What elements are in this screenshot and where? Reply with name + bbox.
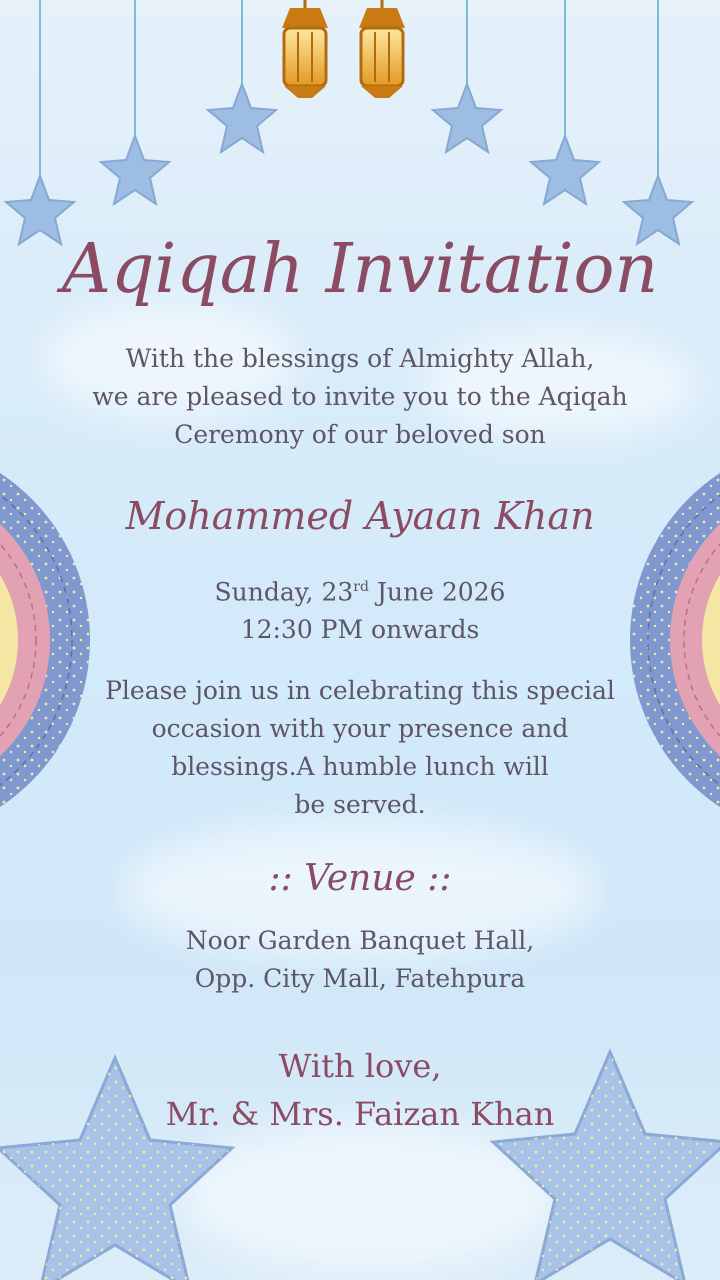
- date-day: Sunday, 23: [214, 577, 354, 607]
- event-time: 12:30 PM onwards: [240, 615, 480, 645]
- lantern-icon: [282, 0, 328, 98]
- intro-line: With the blessings of Almighty Allah,: [125, 344, 595, 373]
- date-month-year: June 2026: [368, 577, 506, 607]
- lantern-icon: [359, 0, 405, 98]
- venue-line: Opp. City Mall, Fatehpura: [194, 964, 526, 993]
- host-names: Mr. & Mrs. Faizan Khan: [165, 1095, 555, 1133]
- child-name: Mohammed Ayaan Khan: [125, 494, 595, 538]
- message-line: blessings.A humble lunch will: [171, 752, 549, 781]
- closing: [0, 1042, 720, 1138]
- venue-address: [0, 922, 720, 998]
- star-icon: [6, 84, 692, 244]
- venue-heading: :: Venue ::: [268, 858, 452, 899]
- intro-line: Ceremony of our beloved son: [174, 420, 546, 449]
- intro-line: we are pleased to invite you to the Aqiqah: [92, 382, 628, 411]
- invitation-title: Aqiqah Invitation: [61, 230, 659, 309]
- invitation-message: [0, 672, 720, 824]
- date-ordinal: rd: [353, 579, 369, 595]
- message-line: Please join us in celebrating this special: [105, 676, 615, 705]
- closing-line: With love,: [278, 1047, 442, 1085]
- venue-line: Noor Garden Banquet Hall,: [185, 926, 535, 955]
- message-line: occasion with your presence and: [151, 714, 569, 743]
- message-line: be served.: [294, 790, 426, 819]
- intro-text: [0, 340, 720, 454]
- event-datetime: [0, 568, 720, 649]
- event-date: [0, 568, 720, 611]
